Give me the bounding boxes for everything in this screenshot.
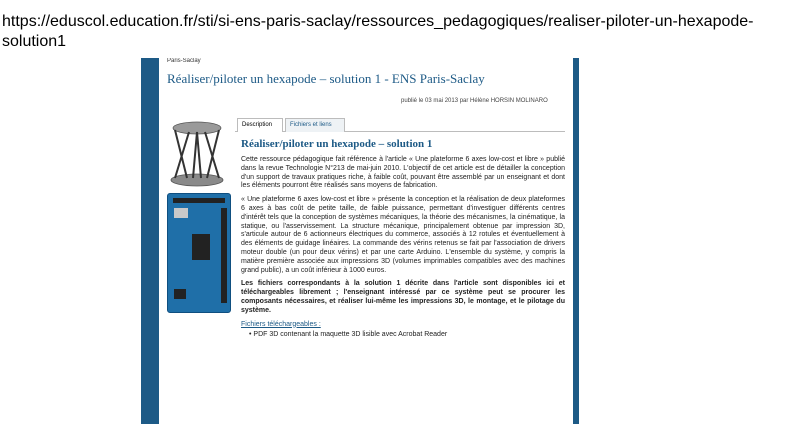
hexapod-icon xyxy=(167,118,227,188)
right-border-bar xyxy=(573,58,579,424)
tab-description[interactable]: Description xyxy=(237,118,283,132)
tab-fichiers-et-liens[interactable]: Fichiers et liens xyxy=(285,118,345,132)
paragraph-description: « Une plateforme 6 axes low-cost et libre » présente la conception et la réalisation de deux plateformes 6 axes à bas coût de petite taille, de faible puissance, permettant d'investiguer différents centres d'intérêt tels que la conception de systèmes mécaniques, la théorie des mécanismes, la cinématique, la statique, ou l'asservissement. La structure mécanique, principalement obtenue par impression 3D, s'articule autour de 6 actionneurs électriques du commerce, associés à 12 rotules et éventuellement à des éléments de guidage linéaires. La commande des vérins retenus se fait par l'association de drivers moteur double (un pour deux vérins) et par une carte Arduino. L'ensemble du système, y compris la matière première associée aux impressions 3D (volumes imprimables compatibles avec des machines grand public), a un coût inférieur à 1000 euros. xyxy=(241,196,565,274)
page-title: Réaliser/piloter un hexapode – solution 1 - ENS Paris-Saclay xyxy=(167,71,485,86)
article-content xyxy=(235,134,565,424)
arduino-board-icon xyxy=(167,193,231,313)
left-border-bar xyxy=(141,58,159,424)
breadcrumb: Paris-Saclay xyxy=(167,58,201,64)
url-text: https://eduscol.education.fr/sti/si-ens-paris-saclay/ressources_pedagogiques/realiser-piloter-un-hexapode-solution1 xyxy=(2,13,754,50)
download-files-link[interactable]: Fichiers téléchargeables : xyxy=(241,320,321,328)
webpage-screenshot xyxy=(141,58,579,424)
bullet-pdf-3d: • PDF 3D contenant la maquette 3D lisible avec Acrobat Reader xyxy=(249,330,448,338)
tab-bar xyxy=(235,118,565,132)
paragraph-intro: Cette ressource pédagogique fait référence à l'article « Une plateforme 6 axes low-cost et libre » publié dans la revue Technologie N°213 de mai-juin 2010. L'objectif de cet article est de détailler la conception d'un support de travaux pratiques riche, à faible coût, pouvant être assemblé par un enseignant et dont les éléments pourront être réalisés sans moyens de fabrication. xyxy=(241,156,565,190)
article-title: Réaliser/piloter un hexapode – solution 1 xyxy=(241,138,433,150)
published-info: publié le 03 mai 2013 par Hélène HORSIN MOLINARO xyxy=(401,98,548,104)
paragraph-files: Les fichiers correspondants à la solution 1 décrite dans l'article sont disponibles ici et téléchargeables librement ; l'enseignant intéressé par ce système peut se procurer les composants nécessaires, et réaliser lui-même les impressions 3D, le montage, et le pilotage du système. xyxy=(241,280,565,314)
